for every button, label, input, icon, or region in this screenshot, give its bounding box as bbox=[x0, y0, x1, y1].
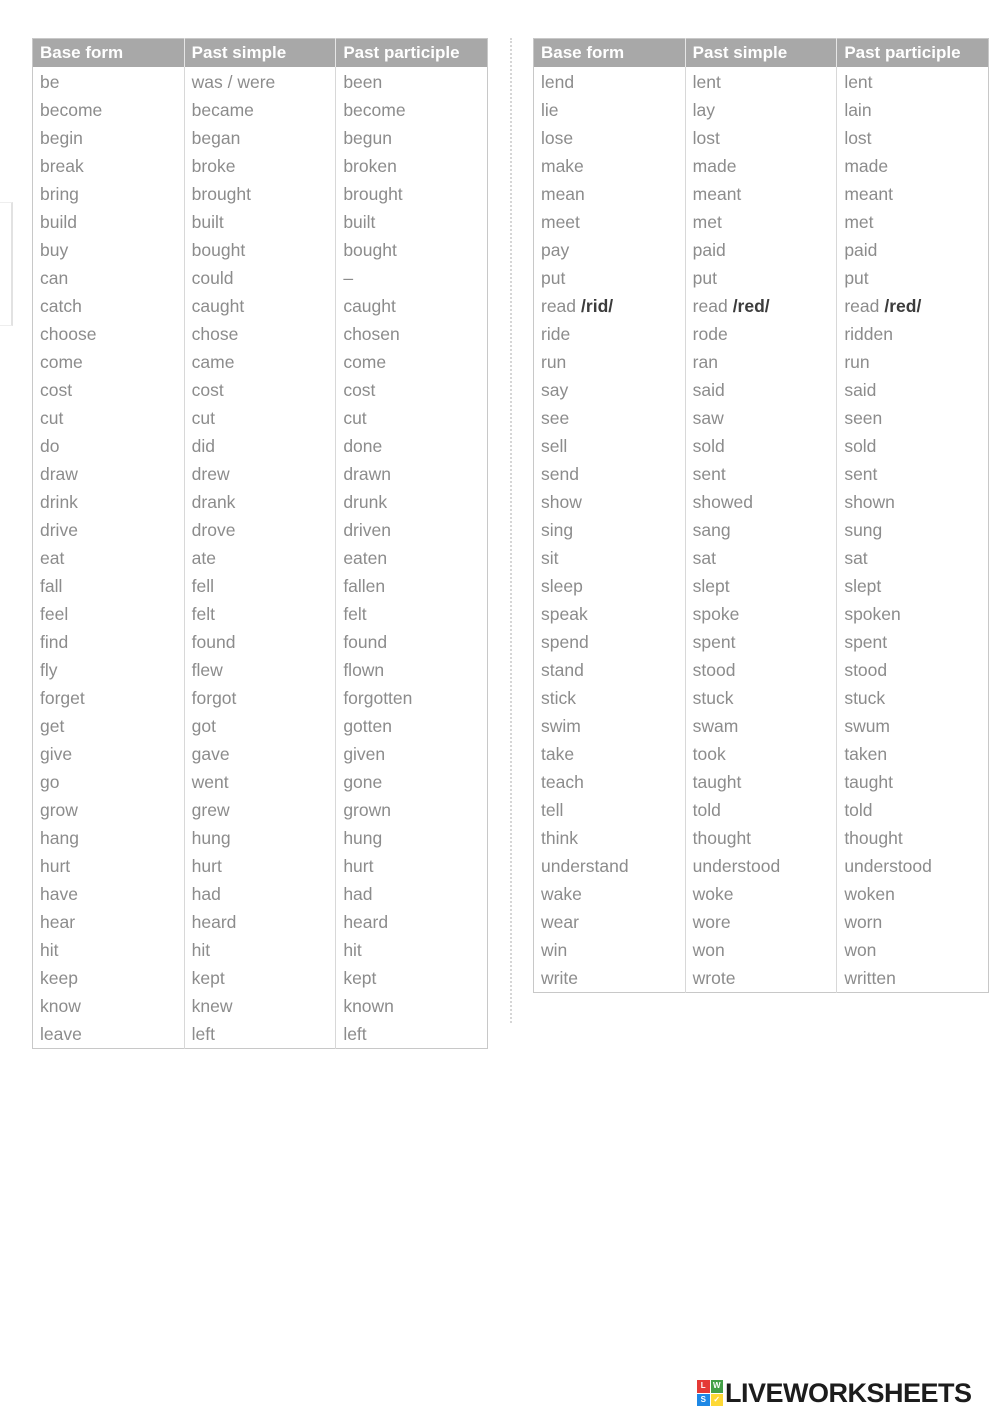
past-simple-cell: swam bbox=[685, 712, 837, 740]
base-form-cell: ride bbox=[534, 320, 686, 348]
table-row bbox=[33, 880, 488, 908]
past-simple-cell: lost bbox=[685, 124, 837, 152]
left-margin-bracket bbox=[0, 202, 13, 326]
past-simple-cell: spoke bbox=[685, 600, 837, 628]
table-row bbox=[534, 824, 989, 852]
past-participle-cell: fallen bbox=[336, 572, 488, 600]
past-simple-cell: saw bbox=[685, 404, 837, 432]
past-simple-cell: hung bbox=[184, 824, 336, 852]
base-form-cell: be bbox=[33, 67, 185, 96]
base-form-cell: build bbox=[33, 208, 185, 236]
past-participle-cell: been bbox=[336, 67, 488, 96]
past-participle-cell: swum bbox=[837, 712, 989, 740]
table-row bbox=[534, 460, 989, 488]
past-simple-cell: came bbox=[184, 348, 336, 376]
liveworksheets-logo bbox=[697, 1377, 972, 1409]
past-participle-cell: eaten bbox=[336, 544, 488, 572]
base-form-cell: lie bbox=[534, 96, 686, 124]
past-participle-cell: drunk bbox=[336, 488, 488, 516]
table-row bbox=[33, 824, 488, 852]
past-participle-cell: caught bbox=[336, 292, 488, 320]
base-form-cell: buy bbox=[33, 236, 185, 264]
base-form-cell: do bbox=[33, 432, 185, 460]
base-form-cell: have bbox=[33, 880, 185, 908]
past-participle-cell: gone bbox=[336, 768, 488, 796]
past-participle-cell: paid bbox=[837, 236, 989, 264]
base-form-cell: grow bbox=[33, 796, 185, 824]
table-row bbox=[534, 656, 989, 684]
header-past-participle: Past participle bbox=[336, 39, 488, 68]
past-simple-cell: told bbox=[685, 796, 837, 824]
table-row bbox=[33, 460, 488, 488]
base-form-cell: speak bbox=[534, 600, 686, 628]
table-row bbox=[33, 712, 488, 740]
past-participle-cell: lent bbox=[837, 67, 989, 96]
table-row bbox=[534, 880, 989, 908]
table-row bbox=[33, 348, 488, 376]
base-form-cell: understand bbox=[534, 852, 686, 880]
base-form-cell: think bbox=[534, 824, 686, 852]
table-row bbox=[534, 236, 989, 264]
table-row bbox=[534, 96, 989, 124]
past-simple-cell: ran bbox=[685, 348, 837, 376]
past-simple-cell: left bbox=[184, 1020, 336, 1049]
past-simple-cell bbox=[685, 292, 837, 320]
table-row bbox=[534, 376, 989, 404]
base-form-cell: can bbox=[33, 264, 185, 292]
past-participle-cell: come bbox=[336, 348, 488, 376]
past-participle-cell: chosen bbox=[336, 320, 488, 348]
base-form-cell: hear bbox=[33, 908, 185, 936]
past-participle-cell: sung bbox=[837, 516, 989, 544]
table-row bbox=[33, 1020, 488, 1049]
base-form-cell: mean bbox=[534, 180, 686, 208]
past-participle-cell: hung bbox=[336, 824, 488, 852]
base-form-cell: forget bbox=[33, 684, 185, 712]
past-participle-cell: spoken bbox=[837, 600, 989, 628]
table-row bbox=[534, 404, 989, 432]
past-participle-cell: given bbox=[336, 740, 488, 768]
past-simple-cell: sent bbox=[685, 460, 837, 488]
base-form-cell: hit bbox=[33, 936, 185, 964]
base-form-cell: become bbox=[33, 96, 185, 124]
past-simple-cell: caught bbox=[184, 292, 336, 320]
table-row bbox=[33, 264, 488, 292]
past-participle-cell: woken bbox=[837, 880, 989, 908]
past-participle-cell: lain bbox=[837, 96, 989, 124]
past-simple-cell: sat bbox=[685, 544, 837, 572]
past-simple-cell: rode bbox=[685, 320, 837, 348]
base-form-cell: wear bbox=[534, 908, 686, 936]
past-participle-cell: begun bbox=[336, 124, 488, 152]
table-row bbox=[534, 488, 989, 516]
verb-word: read bbox=[692, 295, 728, 316]
past-participle-cell: sat bbox=[837, 544, 989, 572]
pronunciation: /red/ bbox=[884, 295, 922, 316]
base-form-cell: teach bbox=[534, 768, 686, 796]
past-simple-cell: said bbox=[685, 376, 837, 404]
past-simple-cell: spent bbox=[685, 628, 837, 656]
past-participle-cell: left bbox=[336, 1020, 488, 1049]
past-participle-cell: said bbox=[837, 376, 989, 404]
past-simple-cell: sang bbox=[685, 516, 837, 544]
past-simple-cell: hurt bbox=[184, 852, 336, 880]
table-row bbox=[33, 320, 488, 348]
past-simple-cell: could bbox=[184, 264, 336, 292]
base-form-cell: sleep bbox=[534, 572, 686, 600]
past-participle-cell: run bbox=[837, 348, 989, 376]
past-participle-cell: made bbox=[837, 152, 989, 180]
past-simple-cell: understood bbox=[685, 852, 837, 880]
table-row bbox=[33, 124, 488, 152]
past-simple-cell: drank bbox=[184, 488, 336, 516]
past-simple-cell: sold bbox=[685, 432, 837, 460]
past-participle-cell: understood bbox=[837, 852, 989, 880]
past-simple-cell: took bbox=[685, 740, 837, 768]
base-form-cell: sell bbox=[534, 432, 686, 460]
table-row bbox=[534, 516, 989, 544]
base-form-cell: meet bbox=[534, 208, 686, 236]
past-participle-cell: stuck bbox=[837, 684, 989, 712]
past-participle-cell: taken bbox=[837, 740, 989, 768]
header-past-simple: Past simple bbox=[685, 39, 837, 68]
table-row bbox=[534, 796, 989, 824]
table-row bbox=[33, 516, 488, 544]
base-form-cell: sing bbox=[534, 516, 686, 544]
table-row bbox=[534, 180, 989, 208]
table-row bbox=[534, 264, 989, 292]
past-simple-cell: paid bbox=[685, 236, 837, 264]
table-row bbox=[33, 656, 488, 684]
base-form-cell: send bbox=[534, 460, 686, 488]
base-form-cell: get bbox=[33, 712, 185, 740]
past-simple-cell: woke bbox=[685, 880, 837, 908]
pronunciation: /rid/ bbox=[581, 295, 614, 316]
base-form-cell: lend bbox=[534, 67, 686, 96]
past-simple-cell: found bbox=[184, 628, 336, 656]
past-simple-cell: fell bbox=[184, 572, 336, 600]
table-row bbox=[33, 152, 488, 180]
table-row bbox=[33, 964, 488, 992]
past-simple-cell: meant bbox=[685, 180, 837, 208]
past-simple-cell: made bbox=[685, 152, 837, 180]
past-participle-cell: thought bbox=[837, 824, 989, 852]
past-participle-cell: gotten bbox=[336, 712, 488, 740]
base-form-cell: run bbox=[534, 348, 686, 376]
base-form-cell: sit bbox=[534, 544, 686, 572]
logo-mark-letter: L bbox=[697, 1380, 710, 1393]
table-row bbox=[33, 180, 488, 208]
past-simple-cell: knew bbox=[184, 992, 336, 1020]
past-simple-cell: forgot bbox=[184, 684, 336, 712]
table-row bbox=[534, 320, 989, 348]
table-row bbox=[534, 936, 989, 964]
base-form-cell: fall bbox=[33, 572, 185, 600]
past-simple-cell: slept bbox=[685, 572, 837, 600]
verb-word: read bbox=[844, 295, 880, 316]
past-participle-cell: cost bbox=[336, 376, 488, 404]
past-participle-cell: sold bbox=[837, 432, 989, 460]
table-row bbox=[33, 684, 488, 712]
table-row bbox=[534, 348, 989, 376]
base-form-cell: draw bbox=[33, 460, 185, 488]
past-participle-cell: driven bbox=[336, 516, 488, 544]
past-simple-cell: heard bbox=[184, 908, 336, 936]
past-participle-cell: drawn bbox=[336, 460, 488, 488]
past-participle-cell: hit bbox=[336, 936, 488, 964]
past-participle-cell: flown bbox=[336, 656, 488, 684]
table-row bbox=[33, 796, 488, 824]
past-participle-cell: seen bbox=[837, 404, 989, 432]
table-row bbox=[33, 936, 488, 964]
base-form-cell: see bbox=[534, 404, 686, 432]
past-participle-cell: – bbox=[336, 264, 488, 292]
past-participle-cell: forgotten bbox=[336, 684, 488, 712]
table-row bbox=[534, 432, 989, 460]
past-participle-cell: meant bbox=[837, 180, 989, 208]
verb-word: read bbox=[541, 295, 577, 316]
past-participle-cell: felt bbox=[336, 600, 488, 628]
base-form-cell: break bbox=[33, 152, 185, 180]
past-participle-cell: written bbox=[837, 964, 989, 993]
table-row bbox=[33, 600, 488, 628]
logo-text: LIVEWORKSHEETS bbox=[725, 1377, 972, 1408]
past-simple-cell: chose bbox=[184, 320, 336, 348]
past-simple-cell: grew bbox=[184, 796, 336, 824]
base-form-cell: go bbox=[33, 768, 185, 796]
irregular-verbs-table-left bbox=[32, 38, 488, 1049]
base-form-cell: spend bbox=[534, 628, 686, 656]
past-simple-cell: gave bbox=[184, 740, 336, 768]
base-form-cell: catch bbox=[33, 292, 185, 320]
past-simple-cell: had bbox=[184, 880, 336, 908]
table-row bbox=[534, 908, 989, 936]
base-form-cell: give bbox=[33, 740, 185, 768]
past-simple-cell: put bbox=[685, 264, 837, 292]
past-participle-cell: bought bbox=[336, 236, 488, 264]
past-simple-cell: kept bbox=[184, 964, 336, 992]
table-row bbox=[534, 572, 989, 600]
base-form-cell: choose bbox=[33, 320, 185, 348]
past-simple-cell: drew bbox=[184, 460, 336, 488]
base-form-cell: put bbox=[534, 264, 686, 292]
table-row bbox=[33, 544, 488, 572]
base-form-cell: cost bbox=[33, 376, 185, 404]
past-simple-cell: showed bbox=[685, 488, 837, 516]
base-form-cell bbox=[534, 292, 686, 320]
table-header-row bbox=[33, 39, 488, 68]
table-row bbox=[33, 376, 488, 404]
past-participle-cell: stood bbox=[837, 656, 989, 684]
table-row bbox=[534, 628, 989, 656]
base-form-cell: swim bbox=[534, 712, 686, 740]
irregular-verbs-table-right bbox=[533, 38, 989, 993]
past-participle-cell: slept bbox=[837, 572, 989, 600]
base-form-cell: cut bbox=[33, 404, 185, 432]
past-participle-cell: hurt bbox=[336, 852, 488, 880]
table-row bbox=[33, 908, 488, 936]
header-past-simple: Past simple bbox=[184, 39, 336, 68]
past-participle-cell: worn bbox=[837, 908, 989, 936]
table-row bbox=[33, 208, 488, 236]
past-participle-cell: built bbox=[336, 208, 488, 236]
table-row bbox=[534, 208, 989, 236]
past-simple-cell: wrote bbox=[685, 964, 837, 993]
past-simple-cell: was / were bbox=[184, 67, 336, 96]
header-past-participle: Past participle bbox=[837, 39, 989, 68]
base-form-cell: take bbox=[534, 740, 686, 768]
header-base-form: Base form bbox=[534, 39, 686, 68]
base-form-cell: come bbox=[33, 348, 185, 376]
past-simple-cell: met bbox=[685, 208, 837, 236]
logo-mark-letter: ✓ bbox=[711, 1394, 724, 1407]
past-simple-cell: cut bbox=[184, 404, 336, 432]
past-simple-cell: bought bbox=[184, 236, 336, 264]
table-row bbox=[33, 768, 488, 796]
base-form-cell: hurt bbox=[33, 852, 185, 880]
past-participle-cell: won bbox=[837, 936, 989, 964]
table-body-right bbox=[534, 67, 989, 993]
logo-mark-letter: S bbox=[697, 1394, 710, 1407]
base-form-cell: write bbox=[534, 964, 686, 993]
base-form-cell: drive bbox=[33, 516, 185, 544]
past-participle-cell: had bbox=[336, 880, 488, 908]
past-simple-cell: stood bbox=[685, 656, 837, 684]
table-row bbox=[534, 544, 989, 572]
table-row bbox=[534, 292, 989, 320]
base-form-cell: wake bbox=[534, 880, 686, 908]
base-form-cell: begin bbox=[33, 124, 185, 152]
table-row bbox=[33, 628, 488, 656]
past-simple-cell: did bbox=[184, 432, 336, 460]
table-body-left bbox=[33, 67, 488, 1049]
base-form-cell: hang bbox=[33, 824, 185, 852]
past-simple-cell: went bbox=[184, 768, 336, 796]
table-row bbox=[534, 712, 989, 740]
base-form-cell: eat bbox=[33, 544, 185, 572]
base-form-cell: bring bbox=[33, 180, 185, 208]
logo-mark-icon bbox=[697, 1380, 723, 1406]
past-participle-cell: told bbox=[837, 796, 989, 824]
past-simple-cell: thought bbox=[685, 824, 837, 852]
table-row bbox=[33, 404, 488, 432]
base-form-cell: lose bbox=[534, 124, 686, 152]
table-row bbox=[33, 236, 488, 264]
past-participle-cell: broken bbox=[336, 152, 488, 180]
past-simple-cell: brought bbox=[184, 180, 336, 208]
past-participle-cell: shown bbox=[837, 488, 989, 516]
table-row bbox=[33, 432, 488, 460]
table-row bbox=[534, 684, 989, 712]
past-participle-cell: met bbox=[837, 208, 989, 236]
table-row bbox=[33, 852, 488, 880]
past-participle-cell: lost bbox=[837, 124, 989, 152]
past-simple-cell: wore bbox=[685, 908, 837, 936]
past-participle-cell: become bbox=[336, 96, 488, 124]
past-participle-cell: heard bbox=[336, 908, 488, 936]
base-form-cell: show bbox=[534, 488, 686, 516]
past-simple-cell: felt bbox=[184, 600, 336, 628]
past-participle-cell: spent bbox=[837, 628, 989, 656]
past-participle-cell: put bbox=[837, 264, 989, 292]
table-row bbox=[534, 852, 989, 880]
past-simple-cell: flew bbox=[184, 656, 336, 684]
base-form-cell: find bbox=[33, 628, 185, 656]
table-row bbox=[534, 152, 989, 180]
base-form-cell: make bbox=[534, 152, 686, 180]
past-participle-cell: known bbox=[336, 992, 488, 1020]
base-form-cell: know bbox=[33, 992, 185, 1020]
past-participle-cell bbox=[837, 292, 989, 320]
table-row bbox=[33, 292, 488, 320]
past-participle-cell: brought bbox=[336, 180, 488, 208]
table-row bbox=[33, 96, 488, 124]
table-row bbox=[33, 572, 488, 600]
past-participle-cell: kept bbox=[336, 964, 488, 992]
table-row bbox=[534, 67, 989, 96]
past-simple-cell: taught bbox=[685, 768, 837, 796]
base-form-cell: win bbox=[534, 936, 686, 964]
past-simple-cell: won bbox=[685, 936, 837, 964]
past-simple-cell: broke bbox=[184, 152, 336, 180]
base-form-cell: say bbox=[534, 376, 686, 404]
past-simple-cell: drove bbox=[184, 516, 336, 544]
table-row bbox=[33, 740, 488, 768]
base-form-cell: stand bbox=[534, 656, 686, 684]
pronunciation: /red/ bbox=[732, 295, 770, 316]
table-row bbox=[534, 964, 989, 993]
past-participle-cell: ridden bbox=[837, 320, 989, 348]
past-participle-cell: taught bbox=[837, 768, 989, 796]
table-header-row bbox=[534, 39, 989, 68]
past-simple-cell: ate bbox=[184, 544, 336, 572]
past-participle-cell: cut bbox=[336, 404, 488, 432]
past-simple-cell: began bbox=[184, 124, 336, 152]
table-row bbox=[534, 768, 989, 796]
table-row bbox=[33, 992, 488, 1020]
past-participle-cell: found bbox=[336, 628, 488, 656]
base-form-cell: drink bbox=[33, 488, 185, 516]
past-simple-cell: became bbox=[184, 96, 336, 124]
past-participle-cell: done bbox=[336, 432, 488, 460]
table-row bbox=[33, 67, 488, 96]
base-form-cell: leave bbox=[33, 1020, 185, 1049]
past-simple-cell: lent bbox=[685, 67, 837, 96]
header-base-form: Base form bbox=[33, 39, 185, 68]
base-form-cell: pay bbox=[534, 236, 686, 264]
base-form-cell: tell bbox=[534, 796, 686, 824]
table-row bbox=[33, 488, 488, 516]
base-form-cell: keep bbox=[33, 964, 185, 992]
table-row bbox=[534, 600, 989, 628]
past-simple-cell: cost bbox=[184, 376, 336, 404]
past-participle-cell: sent bbox=[837, 460, 989, 488]
past-simple-cell: hit bbox=[184, 936, 336, 964]
past-simple-cell: built bbox=[184, 208, 336, 236]
base-form-cell: feel bbox=[33, 600, 185, 628]
past-participle-cell: grown bbox=[336, 796, 488, 824]
past-simple-cell: stuck bbox=[685, 684, 837, 712]
base-form-cell: fly bbox=[33, 656, 185, 684]
table-row bbox=[534, 124, 989, 152]
past-simple-cell: got bbox=[184, 712, 336, 740]
past-simple-cell: lay bbox=[685, 96, 837, 124]
table-row bbox=[534, 740, 989, 768]
column-divider bbox=[510, 38, 512, 1023]
logo-mark-letter: W bbox=[711, 1380, 724, 1393]
base-form-cell: stick bbox=[534, 684, 686, 712]
